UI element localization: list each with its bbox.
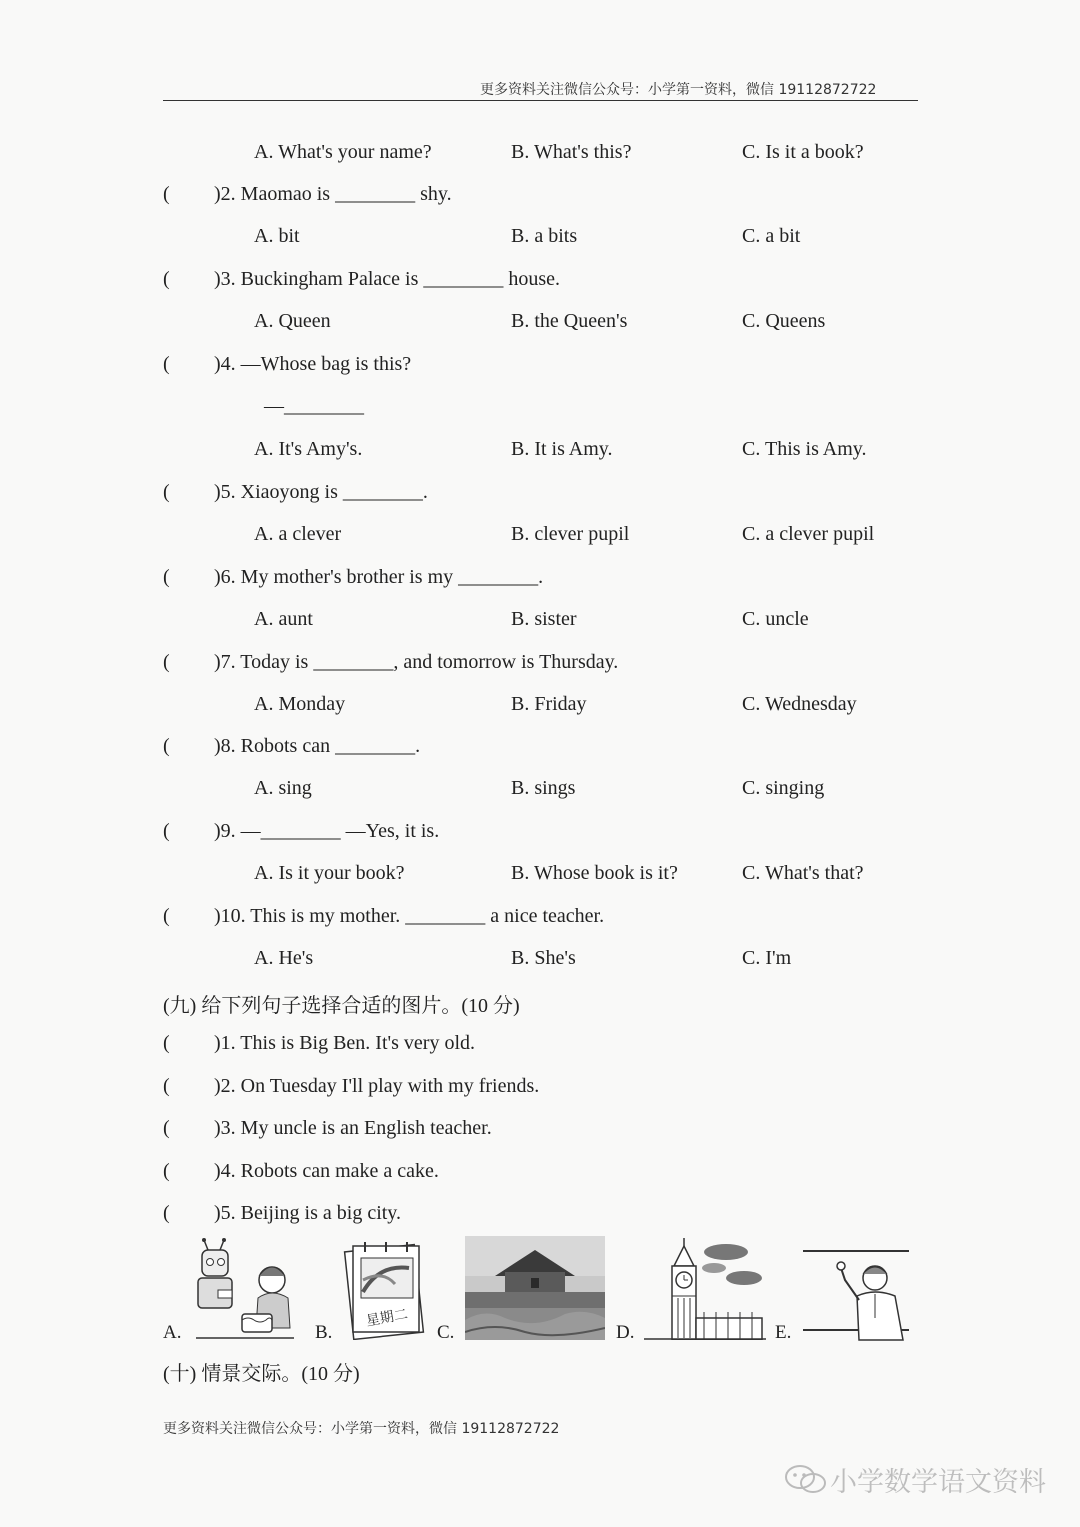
option-c: C. Wednesday (742, 693, 857, 715)
answer-line: —________ (264, 395, 364, 417)
option-b: B. clever pupil (511, 523, 630, 545)
picture-label-c: C. (437, 1322, 455, 1343)
option-b: B. sister (511, 608, 577, 630)
option-c: C. What's that? (742, 862, 864, 884)
item-paren: ( (163, 1075, 170, 1097)
item-text: )1. This is Big Ben. It's very old. (214, 1032, 476, 1054)
tiananmen-photo (465, 1236, 605, 1340)
question-paren: ( (163, 820, 170, 842)
calendar-caption: 星期二 (364, 1306, 410, 1330)
option-a: A. Is it your book? (254, 862, 405, 884)
option-a: A. Monday (254, 693, 346, 715)
option-b: B. It is Amy. (511, 438, 613, 460)
teacher-icon (803, 1248, 909, 1342)
item-text: )4. Robots can make a cake. (214, 1160, 439, 1182)
option-c: C. uncle (742, 608, 809, 630)
item-text: )3. My uncle is an English teacher. (214, 1117, 492, 1139)
question-paren: ( (163, 353, 170, 375)
header-rule (163, 100, 918, 101)
item-paren: ( (163, 1202, 170, 1224)
option-a: A. aunt (254, 608, 313, 630)
option-a: A. He's (254, 947, 314, 969)
question-text: )6. My mother's brother is my ________. (214, 566, 544, 588)
section10-title: (十) 情景交际。(10 分) (163, 1363, 360, 1385)
picture-label-b: B. (315, 1322, 333, 1343)
option-c: C. Queens (742, 310, 826, 332)
question-text: )4. —Whose bag is this? (214, 353, 412, 375)
watermark: 小学数学语文资料 (830, 1467, 1046, 1498)
item-paren: ( (163, 1117, 170, 1139)
big-ben-icon (644, 1238, 766, 1340)
option-c: C. a clever pupil (742, 523, 875, 545)
question-text: )10. This is my mother. ________ a nice teacher. (214, 905, 605, 927)
option-c: C. singing (742, 777, 825, 799)
question-paren: ( (163, 905, 170, 927)
q1-option-b: B. What's this? (511, 141, 632, 163)
question-paren: ( (163, 481, 170, 503)
item-text: )5. Beijing is a big city. (214, 1202, 402, 1224)
option-a: A. Queen (254, 310, 331, 332)
question-text: )8. Robots can ________. (214, 735, 421, 757)
q1-option-a: A. What's your name? (254, 141, 432, 163)
question-text: )7. Today is ________, and tomorrow is Thursday. (214, 651, 619, 673)
option-b: B. sings (511, 777, 576, 799)
option-b: B. Whose book is it? (511, 862, 678, 884)
question-text: )5. Xiaoyong is ________. (214, 481, 428, 503)
option-b: B. a bits (511, 225, 578, 247)
option-a: A. sing (254, 777, 312, 799)
q1-option-c: C. Is it a book? (742, 141, 864, 163)
option-a: A. a clever (254, 523, 342, 545)
question-text: )9. —________ —Yes, it is. (214, 820, 440, 842)
question-paren: ( (163, 566, 170, 588)
option-a: A. bit (254, 225, 300, 247)
page-header: 更多资料关注微信公众号：小学第一资料，微信 19112872722 (480, 82, 877, 98)
wechat-icon (784, 1463, 828, 1495)
option-b: B. Friday (511, 693, 587, 715)
option-a: A. It's Amy's. (254, 438, 363, 460)
question-text: )2. Maomao is ________ shy. (214, 183, 452, 205)
picture-label-d: D. (616, 1322, 635, 1343)
question-text: )3. Buckingham Palace is ________ house. (214, 268, 561, 290)
option-b: B. She's (511, 947, 576, 969)
question-paren: ( (163, 651, 170, 673)
robot-cake-icon (190, 1238, 298, 1342)
option-c: C. a bit (742, 225, 801, 247)
picture-label-a: A. (163, 1322, 182, 1343)
item-paren: ( (163, 1160, 170, 1182)
picture-label-e: E. (775, 1322, 792, 1343)
page-footer: 更多资料关注微信公众号：小学第一资料，微信 19112872722 (163, 1421, 560, 1437)
calendar-icon (343, 1240, 425, 1340)
question-paren: ( (163, 735, 170, 757)
question-paren: ( (163, 268, 170, 290)
option-c: C. This is Amy. (742, 438, 867, 460)
option-c: C. I'm (742, 947, 792, 969)
item-text: )2. On Tuesday I'll play with my friends. (214, 1075, 540, 1097)
section9-title: (九) 给下列句子选择合适的图片。(10 分) (163, 995, 520, 1017)
question-paren: ( (163, 183, 170, 205)
item-paren: ( (163, 1032, 170, 1054)
option-b: B. the Queen's (511, 310, 628, 332)
